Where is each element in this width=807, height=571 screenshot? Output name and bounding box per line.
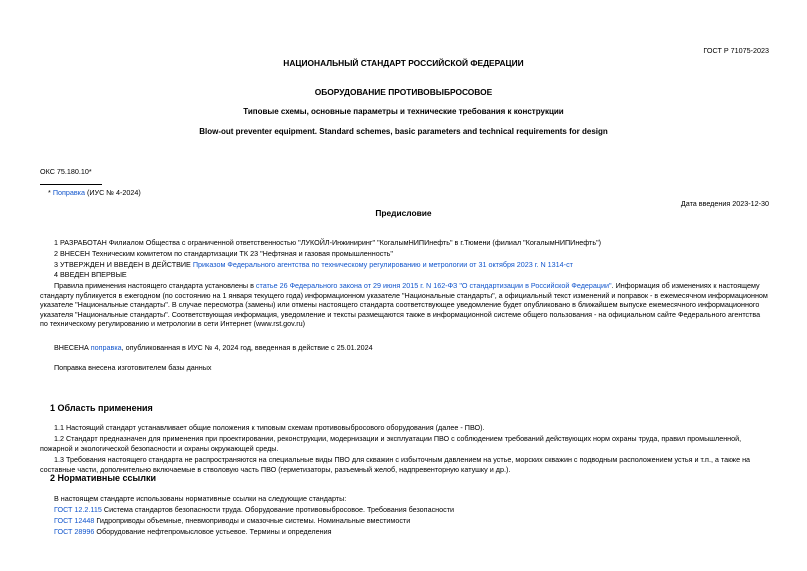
foreword-item-3-text: 3 УТВЕРЖДЕН И ВВЕДЕН В ДЕЙСТВИЕ xyxy=(54,260,191,269)
reference-item xyxy=(54,527,332,537)
amendment-link[interactable]: поправка xyxy=(90,343,122,352)
foreword-item-4: 4 ВВЕДЕН ВПЕРВЫЕ xyxy=(54,270,127,279)
section-1-para-2: 1.2 Стандарт предназначен для применения при проектировании, реконструкции, модернизации и эксплуатации ПВО с соблюдением требований действующих норм охраны труда, правил промышленной, пожарной и экологической безопасности и охраны окружающей среды. xyxy=(40,434,742,453)
order-link[interactable]: Приказом Федерального агентства по техническому регулированию и метрологии от 31 октября 2023 г. N 1314-ст xyxy=(192,260,573,269)
page-subtitle: Типовые схемы, основные параметры и технические требования к конструкции xyxy=(243,107,564,116)
section-1-heading: 1 Область применения xyxy=(50,403,153,413)
section-1-para-1: 1.1 Настоящий стандарт устанавливает общие положения к типовым схемам противовыбросового оборудования (далее - ПВО). xyxy=(54,423,485,432)
doc-number: ГОСТ Р 71075-2023 xyxy=(703,46,769,55)
footnote-marker: * xyxy=(48,188,51,197)
section-2-heading: 2 Нормативные ссылки xyxy=(50,473,156,483)
foreword-item-3 xyxy=(54,260,573,270)
reference-text: Гидроприводы объемные, пневмоприводы и смазочные системы. Номинальные вместимости xyxy=(96,516,411,525)
footnote xyxy=(48,188,141,198)
foreword-item-2: 2 ВНЕСЕН Техническим комитетом по стандартизации ТК 23 "Нефтяная и газовая промышленность" xyxy=(54,249,393,258)
oks-code: ОКС 75.180.10* xyxy=(40,167,92,176)
reference-item xyxy=(54,505,454,515)
rules-text-2: . Информация об изменениях к настоящему стандарту публикуется в ежегодном (по состоянию на 1 января текущего года) информационном указателе "Национальные стандарты", а официальный текст изменений и поправок - в ежемесячном информационном указателе "Национальные стандарты". В случае пересмотра (замены) или отмены настоящего стандарта соответствующее уведомление будет опубликовано в ближайшем выпуске ежемесячного информационного указателя "Национальные стандарты". Соответствующая информация, уведомление и тексты размещаются также в информационной системе общего пользования - на официальном сайте Федерального агентства по техническому регулированию и метрологии в сети Интернет (www.rst.gov.ru) xyxy=(40,281,768,329)
section-2-intro: В настоящем стандарте использованы нормативные ссылки на следующие стандарты: xyxy=(54,494,347,503)
reference-link[interactable]: ГОСТ 12.2.115 xyxy=(54,505,102,514)
title-english: Blow-out preventer equipment. Standard schemes, basic parameters and technical requirements for design xyxy=(199,127,608,136)
amendment-text-1: ВНЕСЕНА xyxy=(54,343,89,352)
federal-law-link[interactable]: статье 26 Федерального закона от 29 июня 2015 г. N 162-ФЗ "О стандартизации в Российской Федерации" xyxy=(255,281,612,290)
rules-paragraph xyxy=(40,281,770,329)
foreword-heading: Предисловие xyxy=(375,208,432,218)
reference-link[interactable]: ГОСТ 28996 xyxy=(54,527,95,536)
page-title: ОБОРУДОВАНИЕ ПРОТИВОВЫБРОСОВОЕ xyxy=(314,87,493,97)
footnote-suffix: (ИУС № 4-2024) xyxy=(86,188,141,197)
reference-text: Оборудование нефтепромысловое устьевое. Термины и определения xyxy=(96,527,332,536)
amendment-text-2: , опубликованная в ИУС № 4, 2024 год, введенная в действие с 25.01.2024 xyxy=(121,343,373,352)
rules-text-1: Правила применения настоящего стандарта установлены в xyxy=(54,281,254,290)
section-1-para-3: 1.3 Требования настоящего стандарта не распространяются на специальные виды ПВО для скважин с избыточным давлением на устье, морских скважин с подводным расположением устья и т.п., а также на составные части, дополнительно включаемые в стволовую часть ПВО (герметизаторы, разъемный желоб, надпревенторную катушку и др.). xyxy=(40,455,751,474)
reference-link[interactable]: ГОСТ 12448 xyxy=(54,516,95,525)
amendment-note: Поправка внесена изготовителем базы данных xyxy=(54,363,212,372)
reference-text: Система стандартов безопасности труда. Оборудование противовыбросовое. Требования безопасности xyxy=(103,505,455,514)
foreword-item-1: 1 РАЗРАБОТАН Филиалом Общества с ограниченной ответственностью "ЛУКОЙЛ-Инжиниринг" "КогалымНИПИнефть" в г.Тюмени (филиал "КогалымНИПИнефть") xyxy=(54,238,602,247)
amendment-line xyxy=(54,343,373,353)
footnote-divider xyxy=(40,184,102,185)
org-title: НАЦИОНАЛЬНЫЙ СТАНДАРТ РОССИЙСКОЙ ФЕДЕРАЦИИ xyxy=(283,58,524,68)
reference-item xyxy=(54,516,410,526)
footnote-link[interactable]: Поправка xyxy=(52,188,85,197)
date-introduced: Дата введения 2023-12-30 xyxy=(680,199,769,208)
